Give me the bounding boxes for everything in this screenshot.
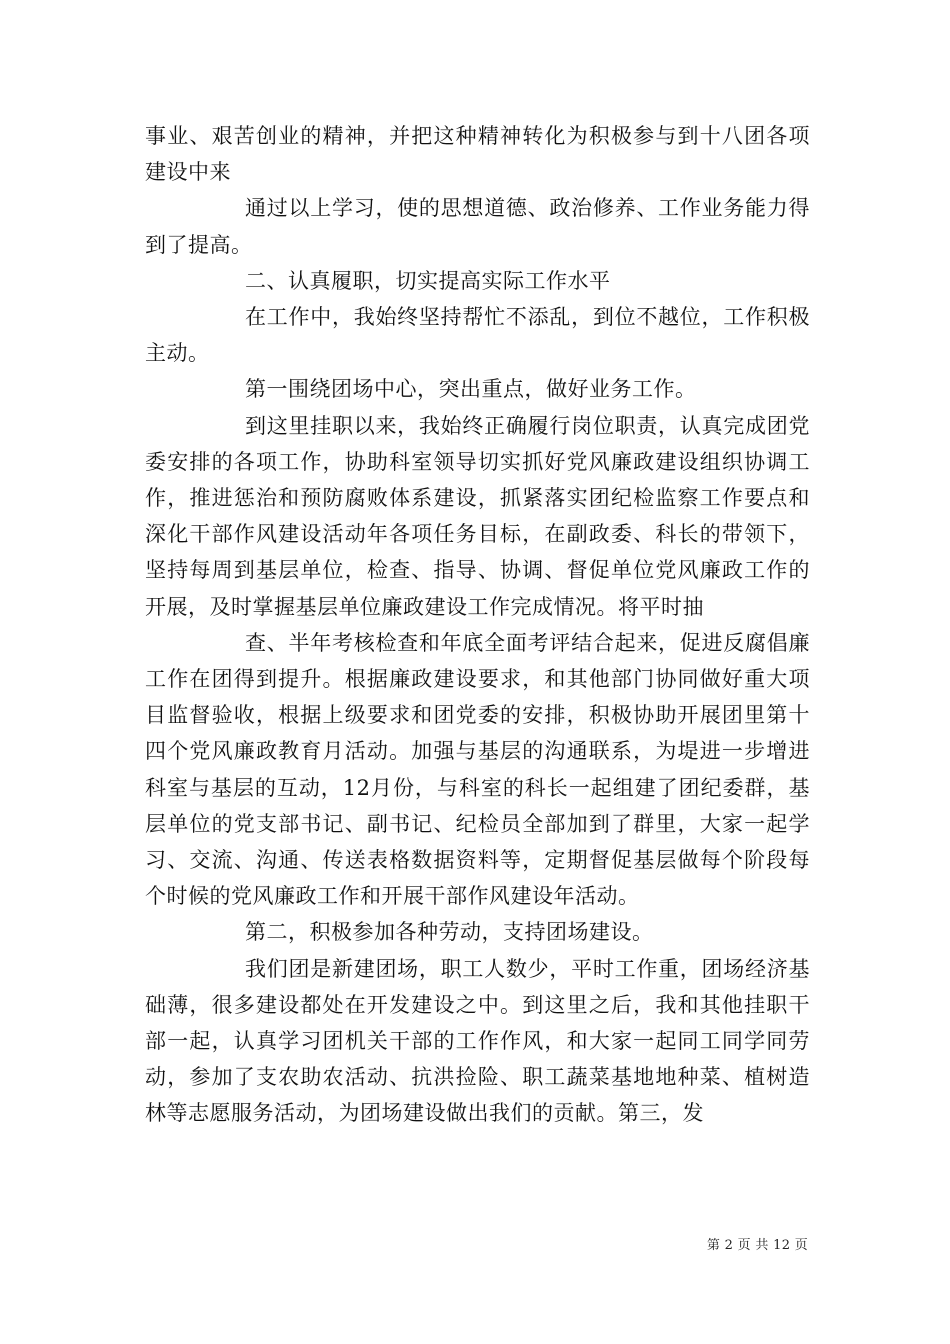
paragraph-8: 我们团是新建团场，职工人数少，平时工作重，团场经济基础薄，很多建设都处在开发建设之中。到这里之后，我和其他挂职干部一起，认真学习团机关干部的工作作风，和大家一起同工同学同劳动，参加了支农助农活动、抗洪捡险、职工蔬菜基地地种菜、植树造林等志愿服务活动，为团场建设做出我们的贡献。第三，发 — [145, 956, 810, 1126]
section-heading: 二、认真履职，切实提高实际工作水平 — [245, 268, 611, 293]
page-number-footer: 第 2 页 共 12 页 — [706, 1238, 808, 1253]
body-text — [145, 118, 810, 1132]
paragraph-2: 通过以上学习，使的思想道德、政治修养、工作业务能力得到了提高。 — [145, 196, 810, 257]
paragraph-1: 事业、艰苦创业的精神，并把这种精神转化为积极参与到十八团各项建设中来 — [145, 124, 810, 185]
paragraph-7: 第二，积极参加各种劳动，支持团场建设。 — [245, 920, 654, 945]
paragraph-4: 第一围绕团场中心，突出重点，做好业务工作。 — [245, 377, 697, 402]
paragraph-3: 在工作中，我始终坚持帮忙不添乱，到位不越位，工作积极主动。 — [145, 305, 810, 366]
paragraph-6: 查、半年考核检查和年底全面考评结合起来，促进反腐倡廉工作在团得到提升。根据廉政建设要求，和其他部门协同做好重大项目监督验收，根据上级要求和团党委的安排，积极协助开展团里第十四个党风廉政教育月活动。加强与基层的沟通联系，为堤进一步增进科室与基层的互动，12月份，与科室的科长一起组建了团纪委群，基层单位的党支部书记、副书记、纪检员全部加到了群里，大家一起学习、交流、沟通、传送表格数据资料等，定期督促基层做每个阶段每个时候的党风廉政工作和开展干部作风建设年活动。 — [145, 630, 810, 909]
paragraph-5: 到这里挂职以来，我始终正确履行岗位职责，认真完成团党委安排的各项工作，协助科室领导切实抓好党风廉政建设组织协调工作，推进惩治和预防腐败体系建设，抓紧落实团纪检监察工作要点和深化干部作风建设活动年各项任务目标，在副政委、科长的带领下，坚持每周到基层单位，检查、指导、协调、督促单位党风廉政工作的开展，及时掌握基层单位廉政建设工作完成情况。将平时抽 — [145, 413, 810, 619]
